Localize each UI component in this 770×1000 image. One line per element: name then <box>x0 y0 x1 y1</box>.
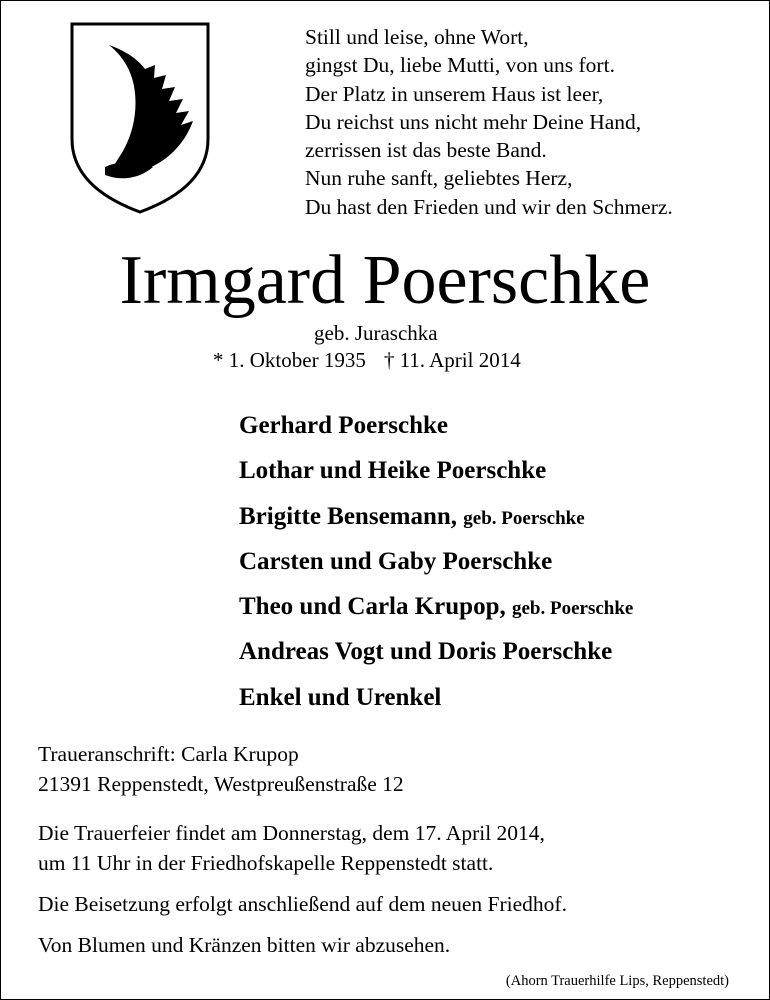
flowers-note: Von Blumen und Kränzen bitten wir abzusehen. <box>38 933 451 957</box>
mourner <box>239 448 633 493</box>
mourning-address <box>38 739 404 799</box>
deceased-name: Irmgard Poerschke <box>119 242 651 319</box>
mourner <box>239 403 633 448</box>
mourner-name: Gerhard Poerschke <box>239 412 448 439</box>
poem-line: Du hast den Frieden und wir den Schmerz. <box>305 194 673 219</box>
mourner <box>239 539 633 584</box>
poem-line: Nun ruhe sanft, geliebtes Herz, <box>305 166 573 191</box>
poem-line: zerrissen ist das beste Band. <box>305 138 547 163</box>
mourner-suffix: geb. Poerschke <box>512 598 634 620</box>
poem-line: Still und leise, ohne Wort, <box>305 25 529 49</box>
mourner <box>239 675 633 720</box>
mourner-name: Andreas Vogt und Doris Poerschke <box>239 638 613 666</box>
mourner-name: Theo und Carla Krupop, <box>239 593 506 621</box>
mourner-name: Lothar und Heike Poerschke <box>239 457 547 485</box>
life-dates <box>213 346 521 374</box>
address-line: 21391 Reppenstedt, Westpreußenstraße 12 <box>38 772 404 796</box>
poem-line: Der Platz in unserem Haus ist leer, <box>305 81 604 106</box>
mourner <box>239 494 633 539</box>
service-line: Die Trauerfeier findet am Donnerstag, dem 17. April 2014, <box>38 821 545 845</box>
mourner <box>239 584 633 629</box>
mourner-name: Enkel und Urenkel <box>239 683 442 711</box>
address-line: Traueranschrift: Carla Krupop <box>38 742 299 766</box>
mourner-suffix: geb. Poerschke <box>463 507 585 529</box>
maiden-name: geb. Juraschka <box>314 321 438 345</box>
poem-line: gingst Du, liebe Mutti, von uns fort. <box>305 53 615 78</box>
birth-date: * 1. Oktober 1935 <box>213 348 366 372</box>
mourner <box>239 629 633 674</box>
funeral-service-info <box>38 818 545 878</box>
burial-info: Die Beisetzung erfolgt anschließend auf dem neuen Friedhof. <box>38 892 567 916</box>
mourners-list <box>239 403 633 720</box>
undertaker-credit: (Ahorn Trauerhilfe Lips, Reppenstedt) <box>505 973 729 989</box>
mourner-name: Carsten und Gaby Poerschke <box>239 547 553 575</box>
poem <box>305 23 673 221</box>
coat-of-arms-shield-icon <box>69 21 211 215</box>
service-line: um 11 Uhr in der Friedhofskapelle Reppenstedt statt. <box>38 851 494 875</box>
poem-line: Du reichst uns nicht mehr Deine Hand, <box>305 109 642 134</box>
mourner-name: Brigitte Bensemann, <box>239 502 458 530</box>
death-date: † 11. April 2014 <box>383 348 521 372</box>
